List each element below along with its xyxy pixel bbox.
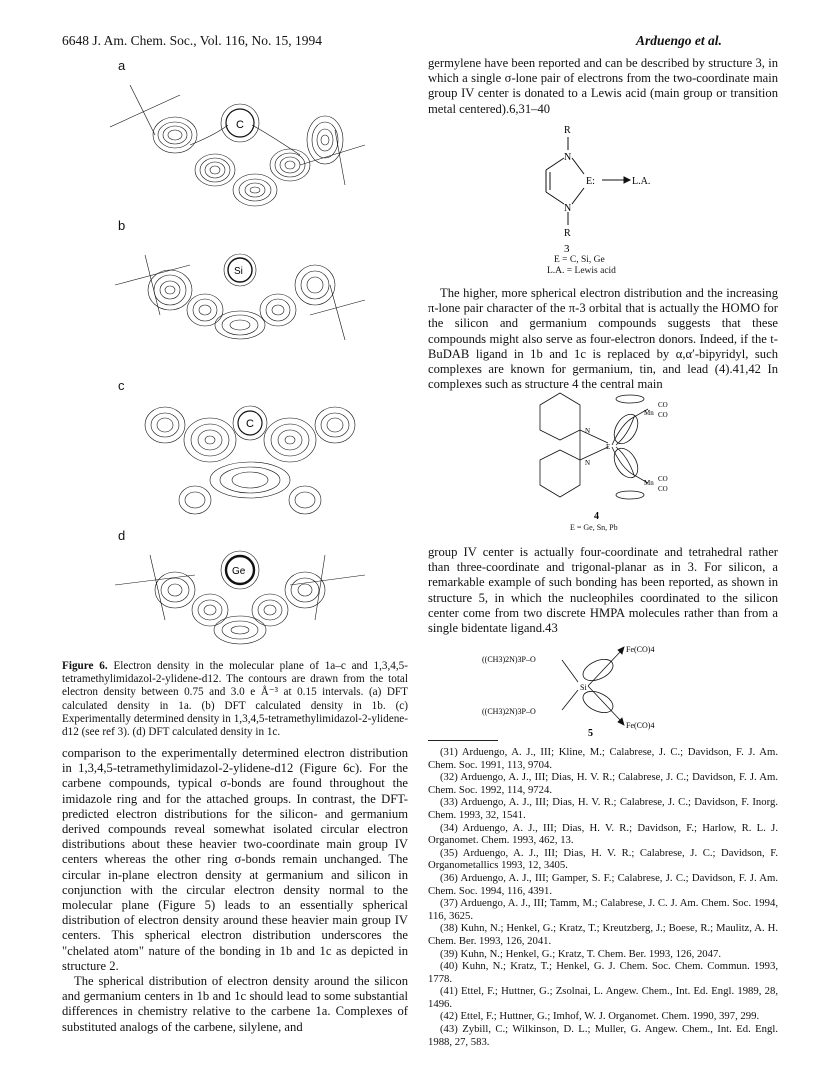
panel-label-d: d [118,528,126,543]
svg-text:CO: CO [658,485,668,493]
panel-label-b: b [118,218,126,233]
svg-text:E:: E: [586,176,595,187]
contour-panel-a [110,75,370,215]
density-blob [153,117,197,153]
svg-text:CO: CO [658,401,668,409]
svg-text:CO: CO [658,411,668,419]
structure-3-legend-1: E = C, Si, Ge [554,255,605,265]
running-header-right: Arduengo et al. [636,33,722,48]
svg-text:Fe(CO)4: Fe(CO)4 [626,721,655,730]
left-body [62,746,408,1035]
panel-label-a: a [118,58,126,73]
structure-4-legend: E = Ge, Sn, Pb [570,523,618,532]
right-paragraph-2: The higher, more spherical electron distribution and the increasing π-lone pair character of the π-3 orbital that is actually the HOMO for the silicon and germanium compounds suggests that these compounds might also serve as four-electron donors. Indeed, if the t-BuDAB ligand in 1b and 1c is replaced by α,α′-bipyridyl, such complexes are known for germanium, tin, and lead (4).41,42 In complexes such as structure 4 the central main [428,286,778,392]
svg-text:((CH3)2N)3P–O: ((CH3)2N)3P–O [482,707,536,716]
svg-text:Mn: Mn [644,409,654,417]
reference-37: (37) Arduengo, A. J., III; Tamm, M.; Calabrese, J. C. J. Am. Chem. Soc. 1994, 116, 3625. [428,897,778,922]
svg-text:N: N [585,427,591,435]
contour-panel-c [140,385,360,520]
structure-5 [480,638,740,738]
svg-text:R: R [564,228,571,239]
svg-text:R: R [564,125,571,136]
svg-text:L.A.: L.A. [632,176,651,187]
svg-text:Fe(CO)4: Fe(CO)4 [626,645,655,654]
reference-35: (35) Arduengo, A. J., III; Dias, H. V. R.; Calabrese, J. C.; Davidson, F. Organometallics 1993, 12, 3405. [428,846,778,872]
reference-42: (42) Ettel, F.; Huttner, G.; Imhof, W. J. Organomet. Chem. 1990, 397, 299. [440,1010,760,1023]
svg-text:N: N [564,203,572,214]
reference-40: (40) Kuhn, N.; Kratz, T.; Henkel, G. J. Chem. Soc. Chem. Commun. 1993, 1778. [428,960,778,985]
figure-caption [62,660,408,739]
svg-text:((CH3)2N)3P–O: ((CH3)2N)3P–O [482,655,536,664]
svg-text:N: N [564,152,572,163]
reference-43: (43) Zybill, C.; Wilkinson, D. L.; Muller, G. Angew. Chem., Int. Ed. Engl. 1988, 27, 583. [428,1023,778,1048]
reference-38: (38) Kuhn, N.; Henkel, G.; Kratz, T.; Kreutzberg, J.; Boese, R.; Maulitz, A. H. Chem. Ber. 1993, 126, 2041. [428,922,778,947]
atom-label-d: Ge [232,566,246,577]
structure-4-number: 4 [594,511,599,522]
reference-41: (41) Ettel, F.; Huttner, G.; Zsolnai, L. Angew. Chem., Int. Ed. Engl. 1989, 28, 1496. [428,985,778,1010]
reference-33: (33) Arduengo, A. J., III; Dias, H. V. R.; Calabrese, J. C.; Davidson, F. Inorg. Chem. 1993, 32, 1541. [428,796,778,821]
svg-text:N: N [585,459,591,467]
reference-36: (36) Arduengo, A. J., III; Gamper, S. F.; Calabrese, J. C.; Davidson, F. J. Am. Chem. Soc. 1994, 116, 4391. [428,871,778,897]
structure-3 [520,120,670,260]
svg-text:Si: Si [580,683,587,692]
contour-panel-b [110,240,370,360]
right-paragraph-1: germylene have been reported and can be described by structure 3, in which a single σ-lone pair of electrons from the two-coordinate main group IV center is donated to a Lewis acid (main group or transition metal centered).6,31–40 [428,56,778,116]
structure-3-legend-2: L.A. = Lewis acid [547,266,616,276]
structure-5-number: 5 [588,728,593,738]
references-rule [428,740,498,741]
reference-32: (32) Arduengo, A. J., III; Dias, H. V. R.; Calabrese, J. C.; Davidson, F. J. Am. Chem. Soc. 1992, 114, 9724. [428,771,778,796]
panel-label-c: c [118,378,125,393]
atom-label-c: C [246,418,254,430]
svg-text:Mn: Mn [644,479,654,487]
caption-text: Electron density in the molecular plane of 1a–c and 1,3,4,5-tetramethylimidazol-2-ylidene-d12. The contours are drawn from the total electron density between 0.75 and 3.0 e Å⁻³ at 0.15 intervals. (a) DFT calculated density in 1a. (b) DFT calculated density in 1b. (c) Experimentally determined density in 1,3,4,5-tetramethylimidazol-2-ylidene-d12 (see ref 3). (d) DFT calculated density in 1c. [62,660,408,739]
atom-label-b: Si [234,266,243,277]
contour-panel-d [110,545,370,655]
structure-3-number: 3 [564,243,570,255]
svg-text:CO: CO [658,475,668,483]
reference-31: (31) Arduengo, A. J., III; Kline, M.; Calabrese, J. C.; Davidson, F. J. Am. Chem. Soc. 1991, 113, 9704. [428,746,778,771]
left-paragraph-1: comparison to the experimentally determined electron distribution in 1,3,4,5-tetramethylimidazol-2-ylidene-d12 (Figure 6c). For the carbene compounds, typical σ-bonds are found throughout the imidazole ring and for the attached groups. In contrast, the DFT-predicted electron distributions for the silicon- and germanium derived compounds reveal somewhat isolated circular electron distributions about these heavier two-coordinate main group IV centers whereas the other ring σ-bonds remain unchanged. The circular in-plane electron density at germanium and silicon in conjunction with the circular electron density normal to the molecular plane (Figure 5) leads to an essentially spherical distribution of electron density around these heavier main group IV centers. This spherical electron distribution underscores the "chelated atom" nature of the bonding in 1b and 1c as depicted in structure 2. [62,746,408,973]
reference-39: (39) Kuhn, N.; Henkel, G.; Kratz, T. Chem. Ber. 1993, 126, 2047. [440,947,721,960]
structure-4 [530,385,700,530]
atom-label-a: C [236,119,244,131]
caption-lead: Figure 6. [62,660,108,672]
running-header-left: 6648 J. Am. Chem. Soc., Vol. 116, No. 15, 1994 [62,33,323,48]
reference-34: (34) Arduengo, A. J., III; Dias, H. V. R.; Davidson, F.; Harlow, R. L. J. Organomet. Chem. 1993, 462, 13. [428,821,778,847]
references-list [428,746,778,1048]
svg-text:E: E [606,443,611,451]
left-paragraph-2: The spherical distribution of electron density around the silicon and germanium centers in 1b and 1c should lead to some substantial differences in chemistry relative to the carbene 1a. Complexes of substituted analogs of the carbene, silylene, and [62,974,408,1034]
right-paragraph-3: group IV center is actually four-coordinate and tetrahedral rather than three-coordinate and trigonal-planar as in 3. For silicon, a remarkable example of such bonding has been reported, as shown in structure 5, in which the nucleophiles coordinated to the silicon center come from two discrete HMPA molecules rather than from a single bidentate ligand.43 [428,545,778,636]
